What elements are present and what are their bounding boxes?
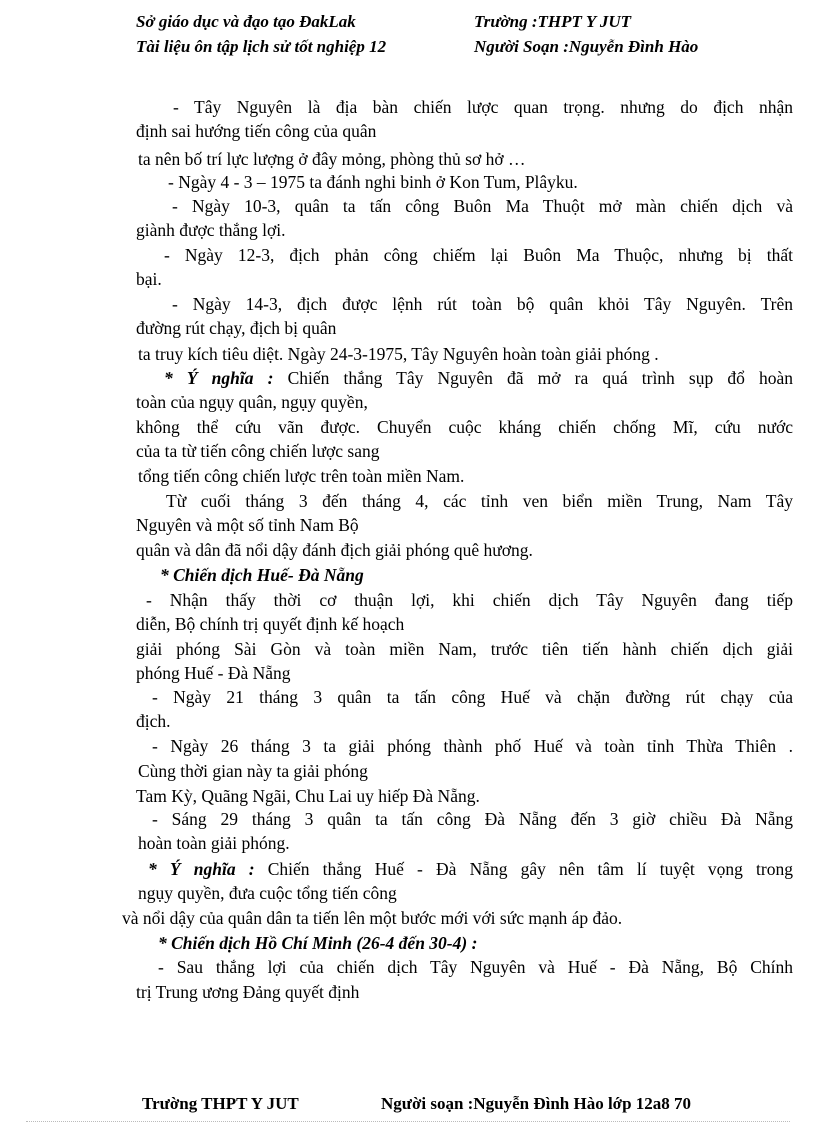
header-author: Người Soạn :Nguyễn Đình Hào [474,37,699,56]
text-line: tổng tiến công chiến lược trên toàn miền Nam. [138,466,465,486]
text-line: toàn của ngụy quân, ngụy quyền, [136,392,368,412]
header-school: Trường :THPT Y JUT [474,12,632,31]
text-line: Từ cuối tháng 3 đến tháng 4, các tỉnh ven biển miền Trung, Nam Tây [166,491,793,511]
text-line: - Ngày 26 tháng 3 ta giải phóng thành phố Huế và toàn tỉnh Thừa Thiên . [152,736,793,756]
text-line: định sai hướng tiến công của quân [136,121,377,141]
footer-school: Trường THPT Y JUT [142,1094,299,1113]
footer-divider [26,1121,790,1122]
section-title-ho-chi-minh: * Chiến dịch Hồ Chí Minh (26-4 đến 30-4) : [158,933,478,953]
text-line: ngụy quyền, đưa cuộc tổng tiến công [138,883,397,903]
text-line: Tam Kỳ, Quãng Ngãi, Chu Lai uy hiếp Đà Nẵng. [136,786,480,806]
section-title-hue-da-nang: * Chiến dịch Huế- Đà Nẵng [160,565,364,585]
significance-label: * Ý nghĩa : [148,859,255,879]
text-line: - Ngày 4 - 3 – 1975 ta đánh nghi binh ở Kon Tum, Plâyku. [168,172,578,192]
header-dept: Sở giáo dục và đạo tạo ĐakLak [136,12,356,31]
significance-text: Chiến thắng Huế - Đà Nẵng gây nên tâm lí tuyệt vọng trong [267,859,793,879]
text-line: phóng Huế - Đà Nẵng [136,663,291,683]
header-doc-title: Tài liệu ôn tập lịch sử tốt nghiệp 12 [136,37,387,56]
text-line: - Ngày 14-3, địch được lệnh rút toàn bộ quân khỏi Tây Nguyên. Trên [172,294,793,314]
text-line: - Tây Nguyên là địa bàn chiến lược quan trọng. nhưng do địch nhận [173,97,793,117]
text-line: Cùng thời gian này ta giải phóng [138,761,368,781]
text-line: trị Trung ương Đảng quyết định [136,982,360,1002]
text-line: quân và dân đã nổi dậy đánh địch giải phóng quê hương. [136,540,533,560]
significance-text: Chiến thắng Tây Nguyên đã mở ra quá trình sụp đổ hoàn [287,368,793,388]
text-line: và nổi dậy của quân dân ta tiến lên một bước mới với sức mạnh áp đảo. [122,908,623,928]
text-line: - Sáng 29 tháng 3 quân ta tấn công Đà Nẵng đến 3 giờ chiều Đà Nẵng [152,809,793,829]
text-line: địch. [136,711,171,731]
text-line: diễn, Bộ chính trị quyết định kế hoạch [136,614,405,634]
text-line: hoàn toàn giải phóng. [138,833,290,853]
text-line: ta truy kích tiêu diệt. Ngày 24-3-1975, Tây Nguyên hoàn toàn giải phóng . [138,344,659,364]
text-line: của ta từ tiến công chiến lược sang [136,441,380,461]
text-line: - Sau thắng lợi của chiến dịch Tây Nguyên và Huế - Đà Nẵng, Bộ Chính [158,957,793,977]
text-line: giải phóng Sài Gòn và toàn miền Nam, trước tiên tiến hành chiến dịch giải [136,639,793,659]
text-line: Nguyên và một số tỉnh Nam Bộ [136,515,359,535]
significance-line [136,858,793,880]
significance-line [136,367,793,389]
footer-author: Người soạn :Nguyễn Đình Hào lớp 12a8 70 [381,1094,692,1113]
text-line: ta nên bố trí lực lượng ở đây mỏng, phòng thủ sơ hở … [138,149,526,169]
text-line: - Ngày 21 tháng 3 quân ta tấn công Huế và chặn đường rút chạy của [152,687,793,707]
text-line: không thể cứu vãn được. Chuyển cuộc kháng chiến chống Mĩ, cứu nước [136,417,793,437]
text-line: - Ngày 12-3, địch phản công chiếm lại Buôn Ma Thuộc, nhưng bị thất [164,245,793,265]
text-line: - Ngày 10-3, quân ta tấn công Buôn Ma Thuột mở màn chiến dịch và [172,196,793,216]
text-line: - Nhận thấy thời cơ thuận lợi, khi chiến dịch Tây Nguyên đang tiếp [146,590,793,610]
text-line: bại. [136,269,162,289]
text-line: giành được thắng lợi. [136,220,286,240]
significance-label: * Ý nghĩa : [164,368,274,388]
text-line: đường rút chạy, địch bị quân [136,318,337,338]
